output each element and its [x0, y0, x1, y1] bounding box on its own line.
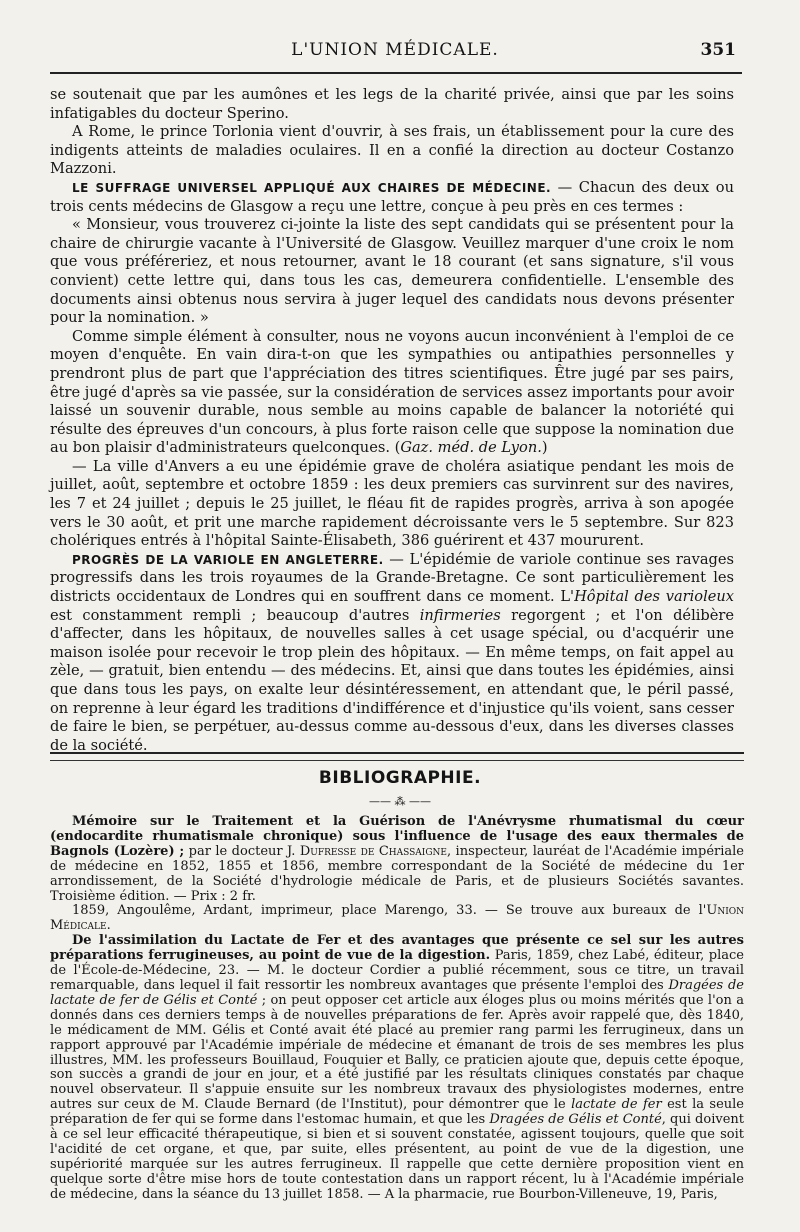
section-divider — [50, 752, 744, 761]
entry-1-pub: 1859, Angoulême, Ardant, imprimeur, place Marengo, 33. — Se trouve aux bureaux de l' — [72, 903, 707, 919]
paragraph-2: A Rome, le prince Torlonia vient d'ouvrir, à ses frais, un établissement pour la cure des indigents atteints de maladies oculaires. Il en a confié la direction au docteur Costanzo Mazzoni. — [50, 123, 734, 178]
page-header — [50, 36, 740, 66]
bibliography-entry-1-publisher — [50, 904, 744, 934]
entry-1-pub-end: . — [106, 918, 111, 934]
entry-1-title: Mémoire sur le Traitement et la Guérison de l'Anévrysme rhumatismal du cœur (endocardite rhumatismale chronique) sous l'influence de l'usage des eaux thermales de Bagnols (Lozère) ; — [50, 814, 744, 859]
entry-2-italic-1: Dragées de lactate de fer de Gélis et Conté — [50, 977, 744, 1008]
paragraph-7-italic-1: Hôpital des varioleux — [574, 588, 735, 606]
entry-2-a: Paris, 1859, chez Labé, éditeur, place de l'École-de-Médecine, 23. — M. le docteur Cordier a publié récemment, sous ce titre, un travail remarquable, dans lequel il fait ressortir les nombreux avantages que présente l'emploi des — [50, 948, 744, 993]
entry-1-a: par le docteur J. — [184, 843, 300, 859]
entry-1-author: Dufresse de Chassaigne — [299, 843, 447, 859]
entry-2-d: , qui doivent à ce sel leur efficacité thérapeutique, si bien et si souvent constatée, agissent toujours, quelle que soit l'acidité de cet organe, et que, par suite, elles présentent, au point de vue de la digestion, une supériorité marquée sur les autres ferrugineux. Il rappelle que cette dernière proposition vient en quelque sorte d'être mise hors de toute contestation dans un rapport récent, lu à l'Académie impériale de médecine, dans la séance du 13 juillet 1858. — A la pharmacie, rue Bourbon-Villeneuve, 19, Paris, — [50, 1112, 744, 1202]
paragraph-5-text: Comme simple élément à consulter, nous ne voyons aucun inconvénient à l'emploi de ce moyen d'enquête. En vain dira-t-on que les sympathies ou antipathies personnelles y prendront plus de part que l'appréciation des titres scientifiques. Être jugé par ses pairs, être jugé d'après sa vie passée, sur la considération de services assez importants pour avoir laissé un souvenir durable, nous semble au moins capable de balancer la notoriété qui résulte des épreuves d'un concours, à plus forte raison celle que suppose la nomination due au bon plaisir d'administrateurs quelconques. ( — [50, 327, 734, 457]
entry-1-b: , inspecteur, lauréat de l'Académie impériale de médecine en 1852, 1855 et 1856, membre correspondant de la Société de médecine du 1er arrondissement, de la Société d'hydrologie médicale de Paris, et de plusieurs Sociétés savantes. Troisième édition. — Prix : 2 fr. — [50, 843, 744, 904]
paragraph-6: — La ville d'Anvers a eu une épidémie grave de choléra asiatique pendant les mois de juillet, août, septembre et octobre 1859 : les deux premiers cas survinrent sur des navires, les 7 et 24 juillet ; depuis le 25 juillet, le fléau fit de rapides progrès, arriva à son apogée vers le 30 août, et prit une marche rapidement décroissante vers le 5 septembre. Sur 823 cholériques entrés à l'hôpital Sainte-Élisabeth, 386 guérirent et 437 moururent. — [50, 457, 734, 550]
running-title: L'UNION MÉDICALE. — [291, 40, 499, 60]
main-text — [50, 86, 734, 755]
header-rule — [50, 72, 742, 74]
paragraph-7-b: est constamment rempli ; beaucoup d'autres — [50, 606, 420, 624]
bibliography-entry-1 — [50, 815, 744, 904]
paragraph-5 — [50, 328, 734, 458]
paragraph-3 — [50, 179, 734, 216]
paragraph-1: se soutenait que par les aumônes et les legs de la charité privée, ainsi que par les soins infatigables du docteur Sperino. — [50, 86, 734, 122]
paragraph-7-c: regorgent ; et l'on délibère d'affecter, dans les hôpitaux, de nouvelles salles à cet usage spécial, ou d'acquérir une maison isolée pour recevoir le trop plein des hôpitaux. — En même temps, on fait appel au zèle, — gratuit, bien entendu — des médecins. Et, ainsi que dans toutes les épidémies, ainsi que dans tous les pays, on exalte leur désintéressement, en attendant que, le péril passé, on reprenne à leur égard les traditions d'indifférence et d'injustice qu'ils voient, sans cesser de faire le bien, se perpétuer, au-dessus comme au-dessous d'eux, dans les diverses classes de la société. — [50, 606, 734, 754]
paragraph-3-text: — Chacun des deux ou trois cents médecins de Glasgow a reçu une lettre, conçue à peu près en ces termes : — [50, 178, 734, 215]
page-number: 351 — [700, 40, 736, 60]
paragraph-7-a: — L'épidémie de variole continue ses ravages progressifs dans les trois royaumes de la Grande-Bretagne. Ce sont particulièrement les districts occidentaux de Londres qui en souffrent dans ce moment. L' — [50, 550, 734, 606]
paragraph-5-end: ) — [541, 439, 548, 457]
bibliography-ornament: —— ⁂ —— — [369, 795, 431, 808]
entry-2-title: De l'assimilation du Lactate de Fer et des avantages que présente ce sel sur les autres préparations ferrugineuses, au point de vue de la digestion. — [50, 933, 744, 964]
paragraph-7 — [50, 551, 734, 756]
entry-2-c: est la seule préparation de fer qui se forme dans l'estomac humain, et que les — [50, 1097, 744, 1128]
bibliography-entry-2 — [50, 934, 744, 1202]
bibliography-title: BIBLIOGRAPHIE. — [318, 768, 482, 788]
entry-1-pub-link: Union Médicale — [50, 903, 744, 934]
paragraph-7-italic-2: infirmeries — [419, 606, 501, 624]
entry-2-b: ; on peut opposer cet article aux éloges plus ou moins mérités que l'on a donnés dans ces derniers temps à de nouvelles préparations de fer. Après avoir rappelé que, dès 1840, le médicament de MM. Gélis et Conté avait été placé au premier rang parmi les ferrugineux, dans un rapport approuvé par l'Académie impériale de médecine et émanant de trois de ses membres les plus illustres, MM. les professeurs Bouillaud, Fouquier et Bally, ce praticien ajoute que, depuis cette époque, son succès a grandi de jour en jour, et a été justifié par les résultats cliniques constatés par chaque nouvel observateur. Il s'appuie ensuite sur les nombreux travaux des physiologistes modernes, entre autres sur ceux de M. Claude Bernard (de l'Institut), pour démontrer que le — [50, 992, 745, 1113]
paragraph-5-source: Gaz. méd. de Lyon. — [400, 439, 542, 457]
section-heading-suffrage: LE SUFFRAGE UNIVERSEL APPLIQUÉ AUX CHAIRES DE MÉDECINE. — [72, 180, 552, 195]
bibliography-section — [50, 815, 744, 1203]
section-heading-variole: PROGRÈS DE LA VARIOLE EN ANGLETERRE. — [72, 552, 384, 567]
entry-2-italic-3: Dragées de Gélis et Conté — [489, 1112, 662, 1128]
entry-2-italic-2: lactate de fer — [571, 1097, 662, 1113]
paragraph-4-letter: « Monsieur, vous trouverez ci-jointe la liste des sept candidats qui se présentent pour la chaire de chirurgie vacante à l'Université de Glasgow. Veuillez marquer d'une croix le nom que vous préféreriez, et nous retourner, avant le 18 courant (et sans signature, s'il vous convient) cette lettre qui, dans tous les cas, demeurera confidentielle. L'ensemble des documents ainsi obtenus nous servira à juger lequel des candidats nous devons présenter pour la nomination. » — [50, 216, 734, 327]
